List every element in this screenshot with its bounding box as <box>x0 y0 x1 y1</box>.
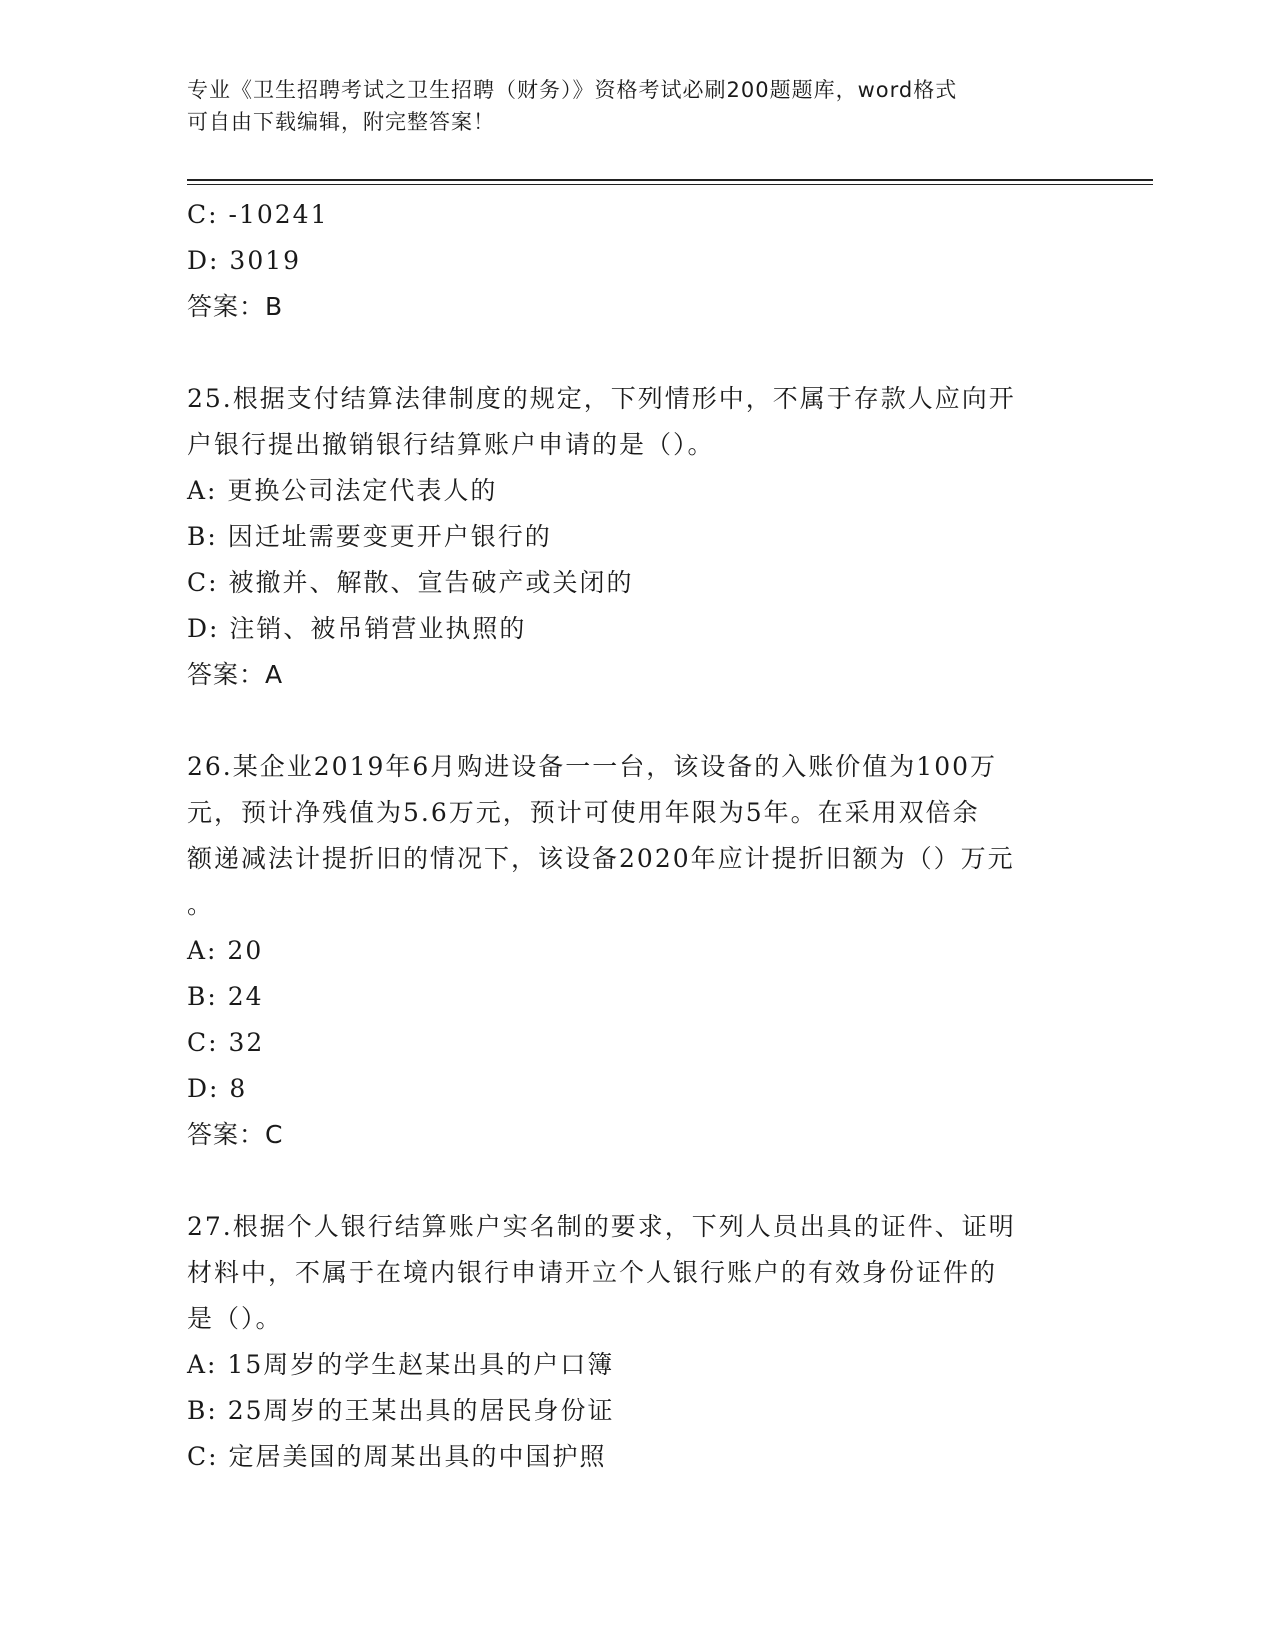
header-divider-thick <box>187 179 1153 181</box>
option-c: C: 被撤并、解散、宣告破产或关闭的 <box>187 568 634 597</box>
option-c: C: 32 <box>187 1028 265 1057</box>
question-25-stem: 25.根据支付结算法律制度的规定，下列情形中，不属于存款人应向开 <box>187 384 1016 413</box>
answer: 答案：A <box>187 660 284 689</box>
header-line-2: 可自由下载编辑，附完整答案！ <box>187 110 495 134</box>
question-content <box>187 192 1087 1480</box>
answer: 答案：B <box>187 292 284 321</box>
question-27-stem: 是（）。 <box>187 1304 283 1333</box>
option-b: B: 因迁址需要变更开户银行的 <box>187 522 552 551</box>
option-b: B: 25周岁的王某出具的居民身份证 <box>187 1396 615 1425</box>
option-d: D: 3019 <box>187 246 302 275</box>
question-26-stem: 元，预计净残值为5.6万元，预计可使用年限为5年。在采用双倍余 <box>187 798 980 827</box>
answer: 答案：C <box>187 1120 284 1149</box>
option-a: A: 20 <box>187 936 264 965</box>
question-25-stem: 户银行提出撤销银行结算账户申请的是（）。 <box>187 430 715 459</box>
question-26-stem: 额递减法计提折旧的情况下，该设备2020年应计提折旧额为（）万元 <box>187 844 1015 873</box>
question-27-stem: 27.根据个人银行结算账户实名制的要求，下列人员出具的证件、证明 <box>187 1212 1016 1241</box>
spacer <box>187 1158 1087 1204</box>
question-26-stem: 。 <box>187 890 215 919</box>
option-a: A: 15周岁的学生赵某出具的户口簿 <box>187 1350 615 1379</box>
question-27-stem: 材料中，不属于在境内银行申请开立个人银行账户的有效身份证件的 <box>187 1258 998 1287</box>
option-d: D: 注销、被吊销营业执照的 <box>187 614 527 643</box>
header-divider-thin <box>187 184 1153 185</box>
document-header <box>187 74 1067 138</box>
option-d: D: 8 <box>187 1074 248 1103</box>
option-c: C: 定居美国的周某出具的中国护照 <box>187 1442 607 1471</box>
option-b: B: 24 <box>187 982 264 1011</box>
header-line-1: 专业《卫生招聘考试之卫生招聘（财务）》资格考试必刷200题题库，word格式 <box>187 78 958 102</box>
option-c: C: -10241 <box>187 200 329 229</box>
option-a: A: 更换公司法定代表人的 <box>187 476 498 505</box>
question-26-stem: 26.某企业2019年6月购进设备一一台，该设备的入账价值为100万 <box>187 752 998 781</box>
spacer <box>187 698 1087 744</box>
spacer <box>187 330 1087 376</box>
